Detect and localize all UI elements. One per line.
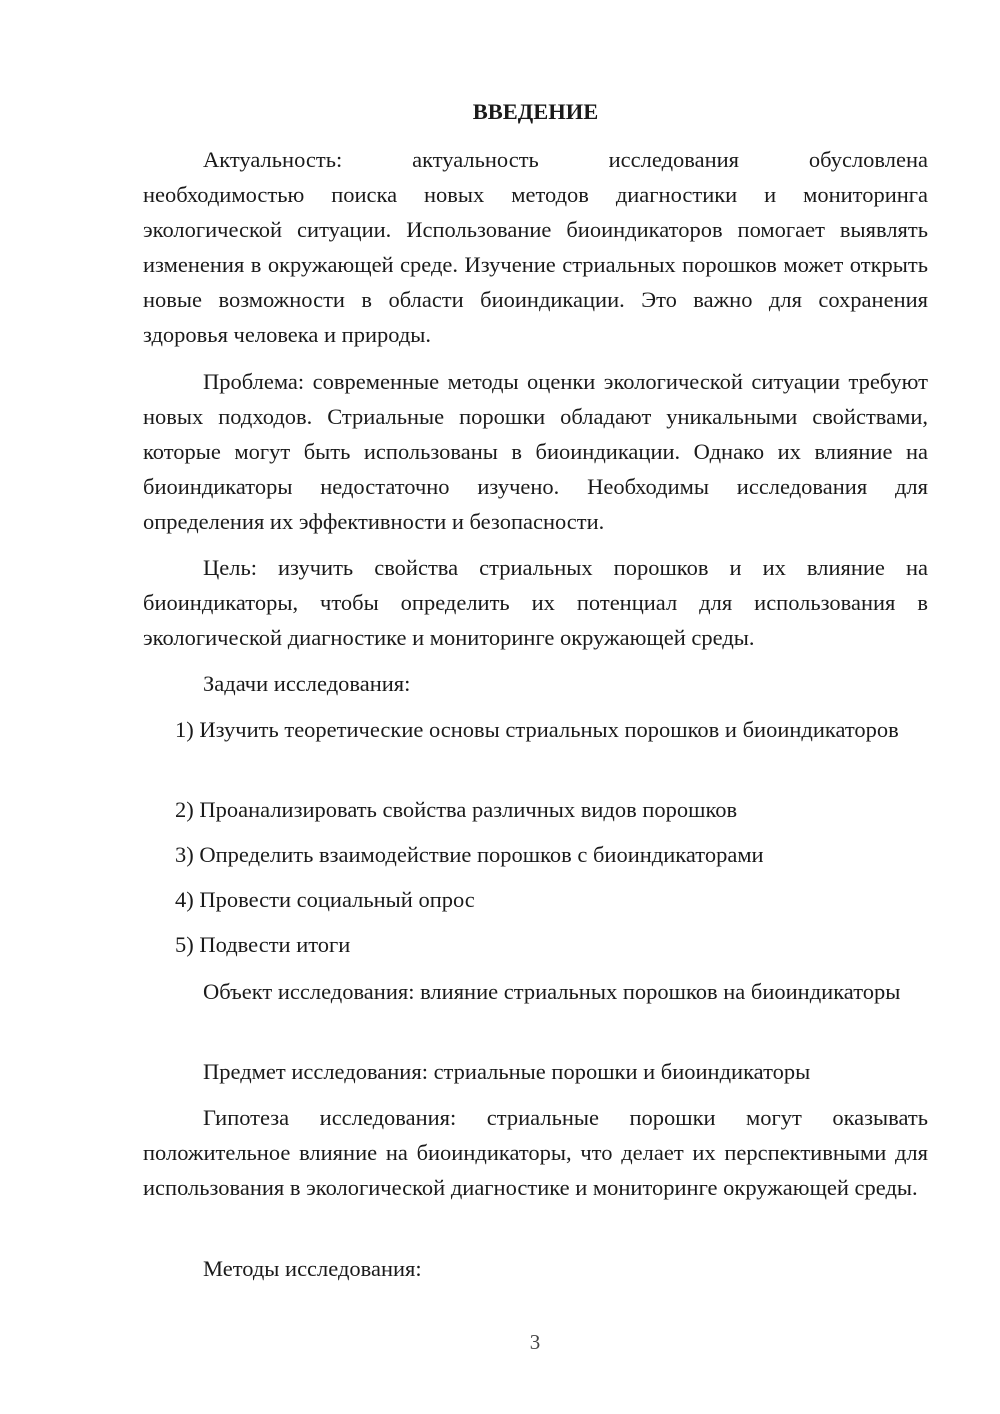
goal-paragraph: Цель: изучить свойства стриальных порошков и их влияние на биоиндикаторы, чтобы определить их потенциал для использования в экологической диагностике и мониторинге окружающей среды. — [143, 555, 928, 650]
task-item: 4) Провести социальный опрос — [175, 887, 475, 912]
hypothesis-paragraph: Гипотеза исследования: стриальные порошки могут оказывать положительное влияние на биоиндикаторы, что делает их перспективными для использования в экологической диагностике и мониторинге окружающей среды. — [143, 1105, 928, 1200]
task-item: 3) Определить взаимодействие порошков с биоиндикаторами — [175, 842, 764, 867]
relevance-body: необходимостью поиска новых методов диагностики и мониторинга экологической ситуации. Использование биоиндикаторов помогает выявлять изменения в окружающей среде. Изучение стриальных порошков может открыть новые возможности в области биоиндикации. Это важно для сохранения здоровья человека и природы. — [143, 182, 928, 347]
task-item: 5) Подвести итоги — [175, 932, 351, 957]
methods-heading: Методы исследования: — [203, 1256, 422, 1281]
task-item: 2) Проанализировать свойства различных видов порошков — [175, 797, 738, 822]
problem-paragraph: Проблема: современные методы оценки экологической ситуации требуют новых подходов. Стриальные порошки обладают уникальными свойствами, которые могут быть использованы в биоиндикации. Однако их влияние на биоиндикаторы недостаточно изучено. Необходимы исследования для определения их эффективности и безопасности. — [143, 369, 928, 534]
section-title: ВВЕДЕНИЕ — [472, 99, 599, 124]
relevance-paragraph — [143, 142, 928, 352]
relevance-first-line: Актуальность: актуальность исследования обусловлена — [203, 147, 928, 172]
task-item: 1) Изучить теоретические основы стриальных порошков и биоиндикаторов — [175, 717, 899, 742]
page-number: 3 — [529, 1330, 541, 1354]
tasks-heading: Задачи исследования: — [203, 671, 411, 696]
subject-paragraph: Предмет исследования: стриальные порошки и биоиндикаторы — [203, 1059, 811, 1084]
object-paragraph: Объект исследования: влияние стриальных порошков на биоиндикаторы — [203, 979, 901, 1004]
